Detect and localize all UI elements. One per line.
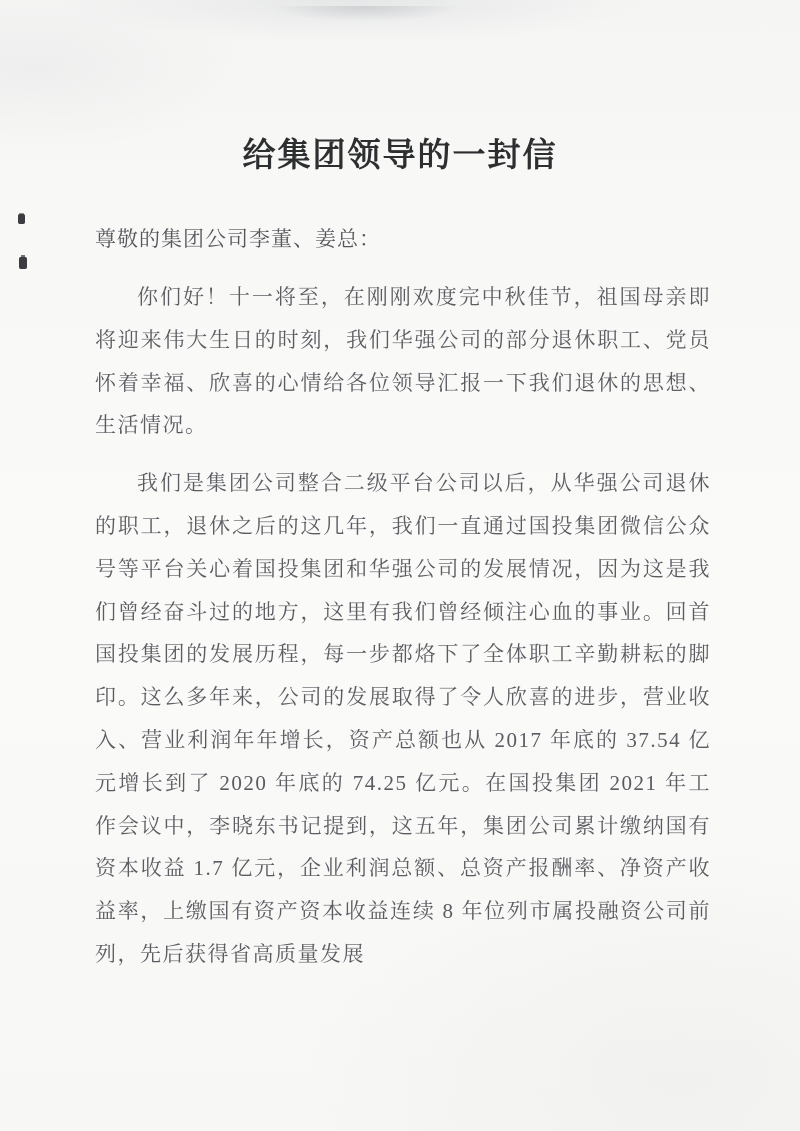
- letter-paragraph: 我们是集团公司整合二级平台公司以后，从华强公司退休的职工，退休之后的这几年，我们一直通过国投集团微信公众号等平台关心着国投集团和华强公司的发展情况，因为这是我们曾经奋斗过的地方，这里有我们曾经倾注心血的事业。回首国投集团的发展历程，每一步都烙下了全体职工辛勤耕耘的脚印。这么多年来，公司的发展取得了令人欣喜的进步，营业收入、营业利润年年增长，资产总额也从 2017 年底的 37.54 亿元增长到了 2020 年底的 74.25 亿元。在国投集团 2021 年工作会议中，李晓东书记提到，这五年，集团公司累计缴纳国有资本收益 1.7 亿元，企业利润总额、总资产报酬率、净资产收益率，上缴国有资产资本收益连续 8 年位列市属投融资公司前列，先后获得省高质量发展: [95, 471, 711, 966]
- scanner-shadow: [270, 6, 460, 22]
- scan-speck: [18, 214, 25, 224]
- scan-speck: [19, 257, 27, 269]
- letter-title: 给集团领导的一封信: [242, 138, 558, 174]
- letter-body: [95, 218, 711, 976]
- letter-greeting: 尊敬的集团公司李董、姜总：: [95, 227, 381, 251]
- letter-paragraph: 你们好！十一将至，在刚刚欢度完中秋佳节，祖国母亲即将迎来伟大生日的时刻，我们华强公司的部分退休职工、党员怀着幸福、欣喜的心情给各位领导汇报一下我们退休的思想、生活情况。: [95, 285, 711, 438]
